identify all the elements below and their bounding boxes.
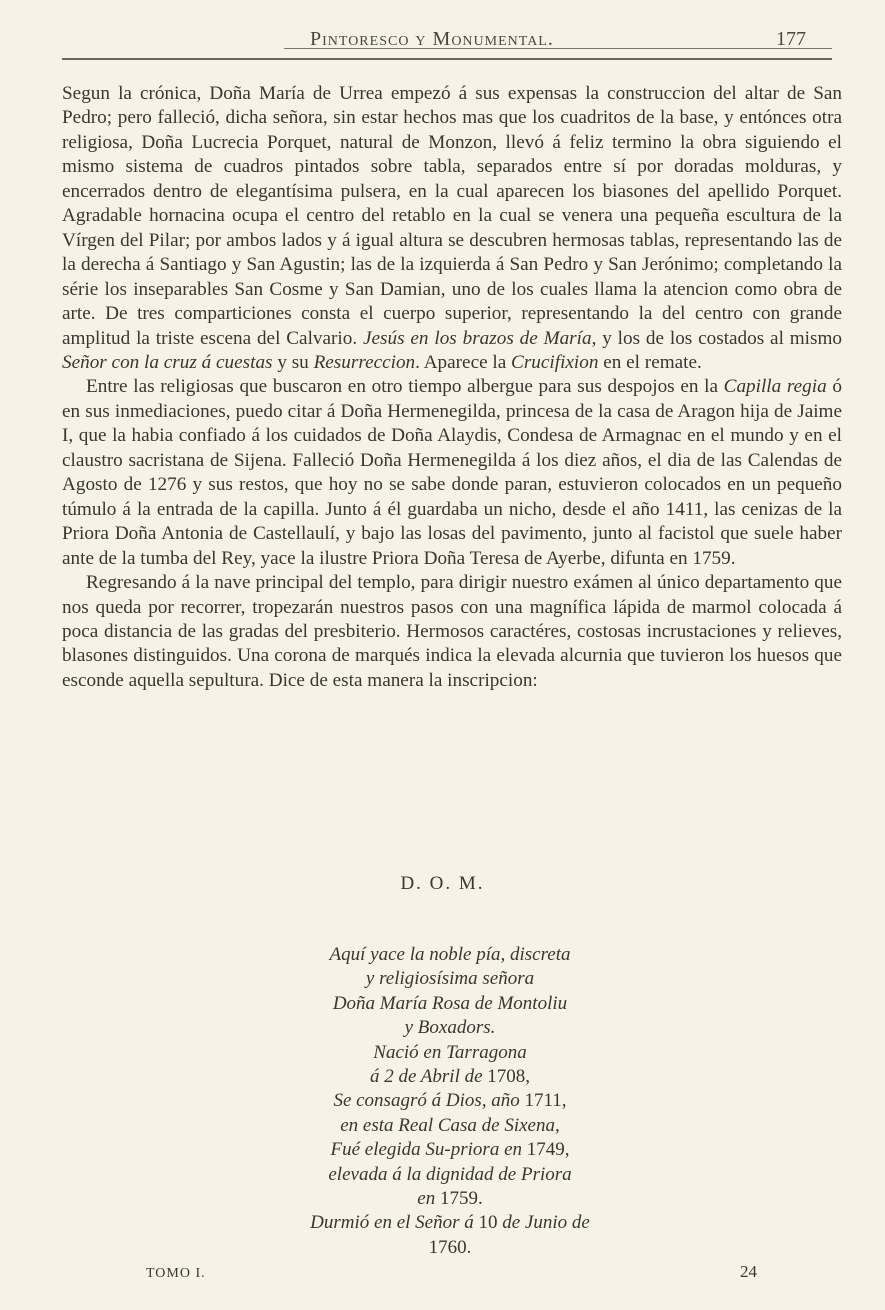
paragraph-3: Regresando á la nave principal del templo, para dirigir nuestro exámen al único departamento que nos queda por recorrer, tropezarán nuestros pasos con una magnífica lápida de marmol colocada á poca distancia de las gradas del presbiterio. Hermosos caractéres, costosas incrustaciones y relieves, blasones distinguidos. Una corona de marqués indica la elevada alcurnia que tuvieron los huesos que esconde aquella sepultura. Dice de esta manera la inscripcion: — [62, 572, 842, 691]
inscription-line — [170, 1041, 730, 1065]
italic-run: de Junio de — [502, 1212, 590, 1234]
paragraph-2 — [62, 375, 842, 571]
italic-run: Durmió en el Señor á — [310, 1212, 474, 1234]
body-text — [62, 82, 842, 693]
italic-run: en — [417, 1188, 436, 1210]
inscription-line — [170, 1114, 730, 1138]
inscription-line — [170, 967, 730, 991]
text-run: ó en sus inmediaciones, puedo citar á Doña Hermenegilda, princesa de la casa de Aragon hija de Jaime I, que la habia confiado á los cuidados de Doña Alaydis, Condesa de Armagnac en el mundo y en el claustro sacristana de Sijena. Falleció Doña Hermenegilda á los diez años, el dia de las Calendas de Agosto de 1276 y sus restos, que hoy no se sabe donde paran, estuvieron colocados en un pequeño túmulo á la entrada de la capilla. Junto á él guardaba un nicho, desde el año 1411, las cenizas de la Priora Doña Antonia de Castellaulí, y bajo las losas del pavimento, junto al facistol que suele haber ante de la tumba del Rey, yace la ilustre Priora Doña Teresa de Ayerbe, difunta en 1759. — [62, 376, 842, 569]
italic-run: Jesús en los brazos de María — [362, 327, 592, 349]
italic-run: Fué elegida Su-priora en — [330, 1139, 523, 1161]
inscription-line — [170, 1016, 730, 1040]
inscription-line — [170, 1163, 730, 1187]
text-run: Segun la crónica, Doña María de Urrea empezó á sus expensas la construccion del altar de San Pedro; pero falleció, dicha señora, sin estar hechos mas que los cuadritos de la base, y entónces otra religiosa, Doña Lucrecia Porquet, natural de Monzon, llevó á feliz termino la obra siguiendo el mismo sistema de cuadros pintados sobre tabla, separados entre sí por doradas molduras, y encerrados dentro de elegantísima pulsera, en la cual aparecen los biasones del apellido Porquet. Agradable hornacina ocupa el centro del retablo en la cual se venera una pequeña escultura de la Vírgen del Pilar; por ambos lados y á igual altura se descubren hermosas tablas, representando las de la derecha á Santiago y San Agustin; las de la izquierda á San Pedro y San Jerónimo; completando la série los inseparables San Cosme y San Damian, uno de los cuales llama la atencion como obra de arte. De tres comparticiones consta el cuerpo superior, representando la del centro con grande amplitud la triste escena del Calvario. — [62, 83, 842, 349]
text-run: y su — [272, 351, 314, 373]
text-run: 1749, — [522, 1139, 570, 1161]
text-run: . Aparece la — [415, 351, 512, 373]
paragraph-1 — [62, 82, 842, 375]
italic-run: en esta Real Casa de Sixena, — [340, 1114, 560, 1136]
italic-run: Crucifixion — [511, 351, 599, 373]
inscription-line — [170, 1089, 730, 1113]
italic-run: Resurreccion — [313, 351, 416, 373]
running-title: Pintoresco y Monumental. — [310, 28, 554, 50]
inscription-line — [170, 943, 730, 967]
inscription-line — [170, 1211, 730, 1235]
italic-run: Nació en Tarragona — [373, 1041, 527, 1063]
text-run: 1708, — [482, 1066, 531, 1088]
text-run: en el remate. — [598, 351, 702, 373]
text-run: Entre las religiosas que buscaron en otro tiempo albergue para sus despojos en la — [86, 376, 724, 398]
header-rule — [62, 58, 832, 60]
italic-run: Señor con la cruz á cuestas — [62, 351, 273, 373]
inscription-line — [170, 1236, 730, 1260]
inscription-line — [170, 1138, 730, 1162]
italic-run: Aquí yace la noble pía, discreta — [329, 944, 571, 965]
page-number: 177 — [776, 28, 806, 50]
inscription-line — [170, 1187, 730, 1211]
italic-run: Capilla regia — [723, 376, 827, 398]
inscription-heading: D. O. M. — [400, 873, 485, 894]
italic-run: Doña María Rosa de Montoliu — [332, 992, 568, 1014]
italic-run: elevada á la dignidad de Priora — [328, 1163, 572, 1185]
italic-run: y religiosísima señora — [365, 968, 535, 990]
inscription-line — [170, 992, 730, 1016]
italic-run: á 2 de Abril de — [369, 1066, 483, 1088]
italic-run: y Boxadors. — [404, 1017, 496, 1039]
italic-run: Se consagró á Dios, año — [333, 1090, 520, 1112]
volume-label: TOMO I. — [146, 1266, 206, 1281]
text-run: , y los de los costados al mismo — [591, 327, 842, 349]
inscription-text — [170, 943, 730, 1260]
text-run: 1711, — [519, 1090, 567, 1112]
text-run: 1760. — [428, 1236, 472, 1258]
signature-mark: 24 — [740, 1262, 757, 1281]
inscription-line — [170, 1065, 730, 1089]
text-run: 1759. — [435, 1188, 483, 1210]
text-run: 10 — [473, 1212, 503, 1234]
header-underline — [284, 48, 832, 49]
